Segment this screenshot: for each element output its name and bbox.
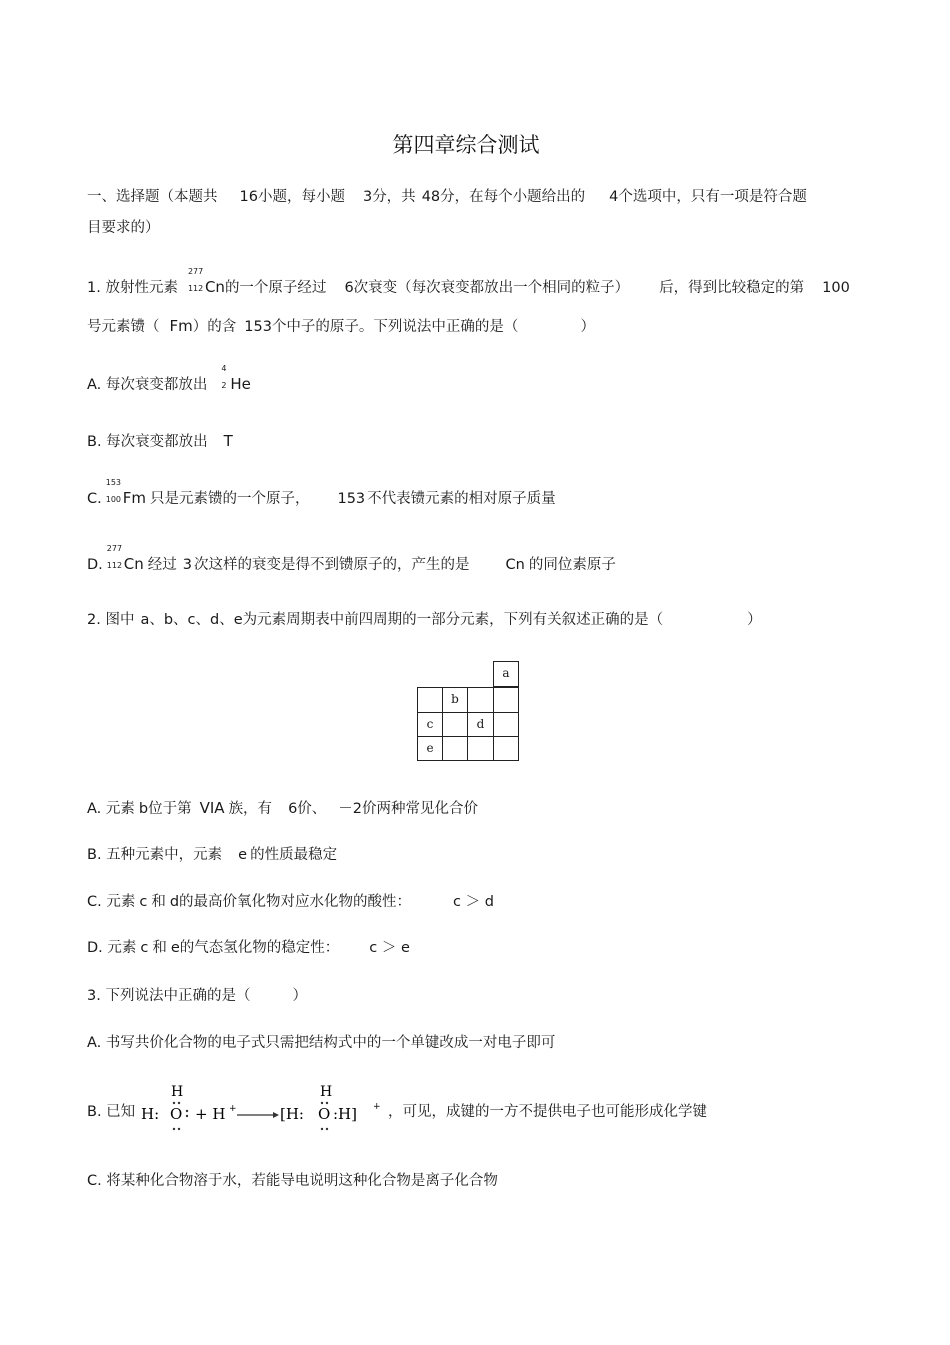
electron-dot (178, 1128, 180, 1130)
q3-text: ） (292, 988, 307, 1004)
eq-bracket-right: :H] (333, 1105, 357, 1123)
option-text: 的性质最稳定 (250, 847, 338, 863)
iso-symbol: Cn (204, 278, 225, 296)
electron-dot (173, 1128, 175, 1130)
electron-dot (173, 1102, 175, 1104)
isotope-fm-153 (105, 478, 146, 509)
eq-charge: + (229, 1104, 237, 1114)
option-letter: e (238, 847, 248, 863)
arrow-head-icon (273, 1112, 279, 1118)
comparison: c ＞ d (453, 894, 494, 910)
section-num: 4 (609, 189, 619, 205)
cell-a: a (493, 661, 519, 687)
option-text: 位于第 (148, 801, 192, 817)
iso-mass: 277 (106, 544, 123, 553)
cell-b: b (442, 687, 468, 713)
element-fm: Fm (169, 317, 193, 335)
comparison: c ＞ e (369, 940, 410, 956)
electron-dot (326, 1102, 328, 1104)
q1-num: 6 (344, 280, 354, 296)
q1-option-b (87, 431, 233, 452)
section-header-line2: 目要求的） (87, 220, 160, 236)
q1-text: 次衰变（每次衰变都放出一个相同的粒子） (353, 280, 630, 296)
section-num: 3 (362, 189, 373, 205)
electron-dot (178, 1102, 180, 1104)
q1-option-c (87, 478, 556, 509)
eq-bracket-left: [H: (280, 1105, 304, 1123)
cell-empty (493, 736, 519, 761)
q3-option-a: A. 书写共价化合物的电子式只需把结构式中的一个单键改成一对电子即可 (87, 1035, 556, 1051)
q1-option-a (87, 364, 251, 395)
option-text: D. (87, 557, 103, 573)
option-text: 和 (151, 894, 166, 910)
q3-option-b-suffix: ，可见，成键的一方不提供电子也可能形成化学键 (388, 1104, 707, 1120)
option-letter: c (140, 940, 149, 956)
cell-c: c (417, 712, 443, 737)
isotope-cn-277 (106, 544, 144, 575)
iso-mass: 4 (221, 364, 227, 373)
electron-dot (321, 1102, 323, 1104)
option-letter: e (170, 940, 180, 956)
element-cn: Cn (505, 557, 525, 573)
option-text: 不代表镄元素的相对原子质量 (367, 491, 556, 507)
symbol-t: T (223, 432, 233, 450)
option-text: C. (87, 491, 102, 507)
electron-dot (321, 1128, 323, 1130)
q1-text: ）的含 (192, 319, 237, 335)
option-text: 次这样的衰变是得不到镄原子的，产生的是 (194, 557, 470, 573)
iso-number: 100 (105, 495, 122, 504)
question-3-stem (87, 986, 307, 1006)
cell-empty (467, 687, 494, 713)
q3-text: 3. 下列说法中正确的是（ (87, 988, 251, 1004)
section-num: 16 (239, 189, 258, 205)
option-text: 价两种常见化合价 (362, 801, 479, 817)
q1-text: 号元素镄（ (87, 319, 160, 335)
section-text: 分，共 (372, 189, 416, 205)
question-2-stem (87, 610, 762, 630)
option-letter: d (169, 894, 180, 910)
q2-option-b (87, 845, 337, 865)
q2-text: ） (747, 612, 762, 628)
section-text: 一、选择题（本题共 (87, 189, 218, 205)
option-text: B. 每次衰变都放出 (87, 434, 208, 450)
option-text: B. 五种元素中，元素 (87, 847, 223, 863)
option-text: 的同位素原子 (528, 557, 616, 573)
eq-h-top-1: H (171, 1084, 184, 1100)
option-text: 的气态氢化物的稳定性： (179, 940, 340, 956)
q1-text: 后，得到比较稳定的第 (659, 280, 805, 296)
option-text: 价、 (297, 801, 327, 817)
q2-text: 2. 图中 (87, 612, 135, 628)
option-text: 族，有 (228, 801, 273, 817)
eq-charge: + (373, 1102, 381, 1112)
q3-option-c: C. 将某种化合物溶于水，若能导电说明这种化合物是离子化合物 (87, 1173, 498, 1189)
option-num: 6 (288, 801, 298, 817)
q1-text: 个中子的原子。下列说法中正确的是（ (271, 319, 519, 335)
q2-option-c (87, 892, 494, 912)
option-letter: c (139, 894, 148, 910)
q1-text: 1. 放射性元素 (87, 280, 178, 296)
section-text: 小题，每小题 (257, 189, 345, 205)
eq-plus-h: + H (195, 1105, 226, 1123)
iso-symbol: Cn (123, 555, 144, 573)
isotope-he-4 (221, 364, 251, 395)
iso-symbol: He (230, 375, 251, 393)
option-text: A. 每次衰变都放出 (87, 377, 208, 393)
option-text: 的最高价氧化物对应水化物的酸性： (179, 894, 412, 910)
periodic-table-fragment (409, 653, 539, 771)
option-num: 3 (182, 557, 192, 573)
electron-dot (186, 1110, 188, 1112)
q3-option-b-prefix: B. 已知 (87, 1104, 136, 1120)
q1-option-d (87, 544, 616, 575)
option-text: C. 元素 (87, 894, 136, 910)
iso-number: 2 (221, 381, 227, 390)
q2-option-a (87, 798, 478, 819)
electron-dot-equation (137, 1081, 385, 1137)
cell-empty (493, 712, 519, 737)
iso-symbol: Fm (122, 489, 146, 507)
eq-h-top-2: H (320, 1084, 333, 1100)
option-letter: b (138, 801, 149, 817)
iso-mass: 153 (105, 478, 122, 487)
isotope-cn-277 (187, 267, 225, 298)
electron-dot (326, 1128, 328, 1130)
cell-d: d (467, 712, 494, 737)
group-label: VIA (199, 799, 225, 817)
option-text: 只是元素镄的一个原子， (149, 491, 310, 507)
option-text: 经过 (147, 557, 177, 573)
option-text: 和 (152, 940, 167, 956)
section-header-line1 (87, 187, 807, 207)
q1-text: ） (580, 319, 595, 335)
option-num: 153 (337, 491, 366, 507)
option-num: －2 (338, 801, 363, 817)
option-text: D. 元素 (87, 940, 137, 956)
q2-text: 为元素周期表中前四周期的一部分元素，下列有关叙述正确的是（ (242, 612, 664, 628)
cell-empty (467, 736, 494, 761)
cell-empty (442, 712, 468, 737)
cell-empty (442, 736, 468, 761)
eq-oxygen-1: O (170, 1105, 183, 1123)
question-1-stem-line1 (87, 267, 850, 298)
section-num: 48 (421, 189, 441, 205)
section-text: 分，在每个小题给出的 (440, 189, 586, 205)
q1-num: 100 (822, 280, 850, 296)
cell-e: e (417, 736, 443, 761)
page-title: 第四章综合测试 (392, 133, 540, 157)
question-1-stem-line2 (87, 316, 595, 337)
eq-oxygen-2: O (318, 1105, 331, 1123)
iso-number: 112 (106, 561, 123, 570)
option-text: A. 元素 (87, 801, 135, 817)
electron-dot (186, 1115, 188, 1117)
section-text: 个选项中，只有一项是符合题 (618, 189, 807, 205)
cell-empty (493, 687, 519, 713)
q2-elements: a、b、c、d、e (140, 612, 243, 628)
cell-empty (417, 687, 443, 713)
eq-h-left: H: (141, 1105, 160, 1123)
iso-number: 112 (187, 284, 204, 293)
q1-text: 的一个原子经过 (224, 280, 327, 296)
q1-num: 153 (244, 319, 272, 335)
iso-mass: 277 (187, 267, 204, 276)
q2-option-d (87, 938, 410, 958)
